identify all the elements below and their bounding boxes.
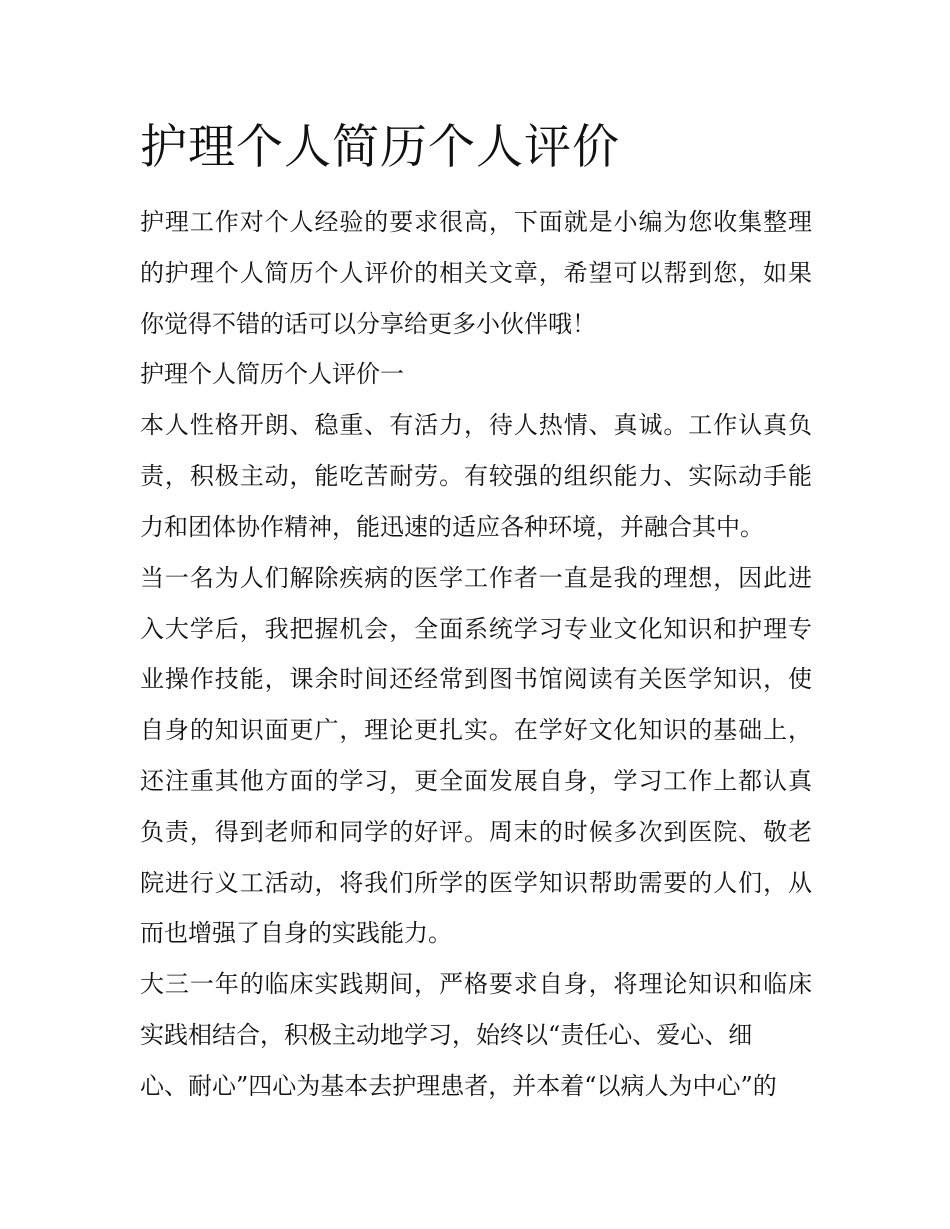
paragraph-line: 你觉得不错的话可以分享给更多小伙伴哦！ bbox=[140, 310, 596, 338]
paragraph-line: 负责，得到老师和同学的好评。周末的时候多次到医院、敬老 bbox=[140, 818, 812, 846]
paragraph-line: 力和团体协作精神，能迅速的适应各种环境，并融合其中。 bbox=[140, 513, 764, 541]
paragraph-line: 自身的知识面更广，理论更扎实。在学好文化知识的基础上， bbox=[140, 716, 812, 744]
section-heading: 护理个人简历个人评价一 bbox=[140, 360, 404, 388]
paragraph-line: 院进行义工活动，将我们所学的医学知识帮助需要的人们，从 bbox=[140, 869, 812, 897]
paragraph-line: 入大学后，我把握机会，全面系统学习专业文化知识和护理专 bbox=[140, 615, 812, 643]
paragraph-line: 而也增强了自身的实践能力。 bbox=[140, 919, 452, 947]
paragraph-line: 责，积极主动，能吃苦耐劳。有较强的组织能力、实际动手能 bbox=[140, 462, 812, 490]
paragraph-line: 本人性格开朗、稳重、有活力，待人热情、真诚。工作认真负 bbox=[140, 411, 812, 439]
paragraph-line: 心、耐心”四心为基本去护理患者，并本着“以病人为中心”的 bbox=[140, 1072, 777, 1100]
paragraph-line: 护理工作对个人经验的要求很高，下面就是小编为您收集整理 bbox=[140, 208, 812, 236]
paragraph-line: 大三一年的临床实践期间，严格要求自身，将理论知识和临床 bbox=[140, 970, 812, 998]
paragraph-line: 还注重其他方面的学习，更全面发展自身，学习工作上都认真 bbox=[140, 767, 812, 795]
paragraph-line: 实践相结合，积极主动地学习，始终以“责任心、爱心、细 bbox=[140, 1021, 753, 1049]
document-title: 护理个人简历个人评价 bbox=[140, 120, 620, 175]
paragraph-line: 当一名为人们解除疾病的医学工作者一直是我的理想，因此进 bbox=[140, 564, 812, 592]
paragraph-line: 业操作技能，课余时间还经常到图书馆阅读有关医学知识，使 bbox=[140, 665, 812, 693]
paragraph-line: 的护理个人简历个人评价的相关文章，希望可以帮到您，如果 bbox=[140, 259, 812, 287]
